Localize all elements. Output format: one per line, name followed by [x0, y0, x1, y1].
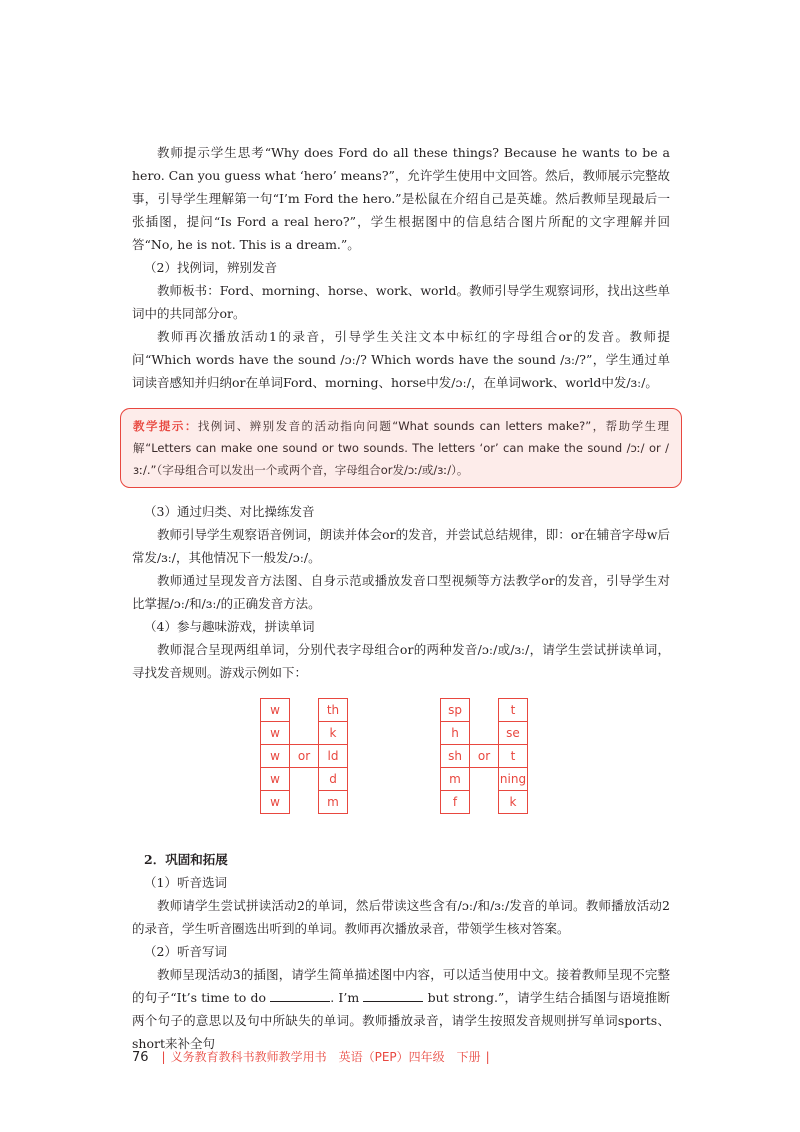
grid-cell: ld	[319, 745, 348, 768]
page-footer	[132, 1048, 495, 1065]
grid-cell: t	[499, 745, 528, 768]
listen-write-text-a: 教师呈现活动3的插图，请学生简单描述图中内容，可以适当使用中文。接着教师呈现不完整的句子“It’s time to do	[132, 967, 670, 1005]
grid-cell: d	[319, 768, 348, 791]
section-consolidate-extend: 2．巩固和拓展	[144, 852, 228, 867]
paragraph-board-words: 教师板书：Ford、morning、horse、work、world。教师引导学生观察词形，找出这些单词中的共同部分or。	[132, 283, 670, 321]
grid-cell: se	[499, 722, 528, 745]
grid-cell: w	[261, 699, 290, 722]
letter-grid-left	[260, 698, 348, 814]
subheading-listen-choose: （1）听音选词	[144, 875, 227, 890]
fill-blank-1	[270, 989, 330, 1002]
spelling-game-grids	[132, 698, 670, 836]
teaching-tip-box	[120, 408, 682, 488]
footer-divider: |	[485, 1050, 490, 1064]
subheading-fun-game: （4）参与趣味游戏，拼读单词	[144, 619, 315, 634]
paragraph-listen-choose: 教师请学生尝试拼读活动2的单词，然后带读这些含有/ɔː/和/ɜː/发音的单词。教师播放活动2的录音，学生听音圈选出听到的单词。教师再次播放录音，带领学生核对答案。	[132, 898, 670, 936]
grid-cell: f	[441, 791, 470, 814]
grid-cell: m	[441, 768, 470, 791]
grid-cell: m	[319, 791, 348, 814]
listen-write-text-b: . I’m	[330, 990, 360, 1005]
grid-cell-or: or	[290, 745, 319, 768]
grid-cell: w	[261, 745, 290, 768]
subheading-classify-practice: （3）通过归类、对比操练发音	[144, 504, 315, 519]
page-number: 76	[132, 1050, 149, 1065]
teaching-tip-title: 教学提示：	[133, 419, 198, 433]
footer-divider: |	[161, 1050, 166, 1064]
paragraph-hero-question: 教师提示学生思考“Why does Ford do all these things? Because he wants to be a hero. Can you guess what ‘hero’ means?”，允许学生使用中文回答。然后，教师展示完整故事，引导学生理解第一句“I’m Ford the hero.”是松鼠在介绍自己是英雄。然后教师呈现最后一张插图，提问“Is Ford a real hero?”，学生根据图中的信息结合图片所配的文字理解并回答“No, he is not. This is a dream.”。	[132, 145, 670, 252]
footer-book-title: 义务教育教科书教师教学用书 英语（PEP）四年级 下册	[170, 1050, 481, 1064]
teaching-tip-text: 找例词、辨别发音的活动指向问题“What sounds can letters make?”，帮助学生理解“Letters can make one sound or two sounds. The letters ‘or’ can make the sound /ɔː/ or /ɜː/.”（字母组合可以发出一个或两个音，字母组合or发/ɔː/或/ɜː/）。	[133, 419, 669, 477]
paragraph-pronunciation-method: 教师通过呈现发音方法图、自身示范或播放发音口型视频等方法教学or的发音，引导学生对比掌握/ɔː/和/ɜː/的正确发音方法。	[132, 573, 670, 611]
subheading-find-examples: （2）找例词，辨别发音	[144, 260, 277, 275]
grid-cell: k	[499, 791, 528, 814]
grid-cell: sh	[441, 745, 470, 768]
grid-cell: sp	[441, 699, 470, 722]
grid-cell: w	[261, 791, 290, 814]
grid-cell: t	[499, 699, 528, 722]
fill-blank-2	[363, 989, 423, 1002]
grid-cell: w	[261, 722, 290, 745]
grid-cell-or: or	[470, 745, 499, 768]
paragraph-listen-write	[132, 963, 670, 1055]
subheading-listen-write: （2）听音写词	[144, 944, 227, 959]
grid-cell: h	[441, 722, 470, 745]
letter-grid-right	[440, 698, 528, 814]
grid-cell: th	[319, 699, 348, 722]
grid-cell: k	[319, 722, 348, 745]
grid-cell: w	[261, 768, 290, 791]
listen-write-text-c: but strong.”，请学生结合插图与语境推断两个句子的意思以及句中所缺失的单词。教师播放录音，请学生按照发音规则拼写单词sports、short来补全句	[132, 990, 671, 1051]
paragraph-game-intro: 教师混合呈现两组单词，分别代表字母组合or的两种发音/ɔː/或/ɜː/，请学生尝试拼读单词，寻找发音规则。游戏示例如下：	[132, 642, 670, 680]
paragraph-observe-rule: 教师引导学生观察语音例词，朗读并体会or的发音，并尝试总结规律，即：or在辅音字母w后常发/ɜː/，其他情况下一般发/ɔː/。	[132, 527, 670, 565]
grid-cell: ning	[499, 768, 528, 791]
paragraph-play-recording: 教师再次播放活动1的录音，引导学生关注文本中标红的字母组合or的发音。教师提问“Which words have the sound /ɔː/? Which words have the sound /ɜː/?”，学生通过单词读音感知并归纳or在单词Ford、morning、horse中发/ɔː/，在单词work、world中发/ɜː/。	[132, 329, 670, 390]
page-content	[132, 141, 670, 1055]
